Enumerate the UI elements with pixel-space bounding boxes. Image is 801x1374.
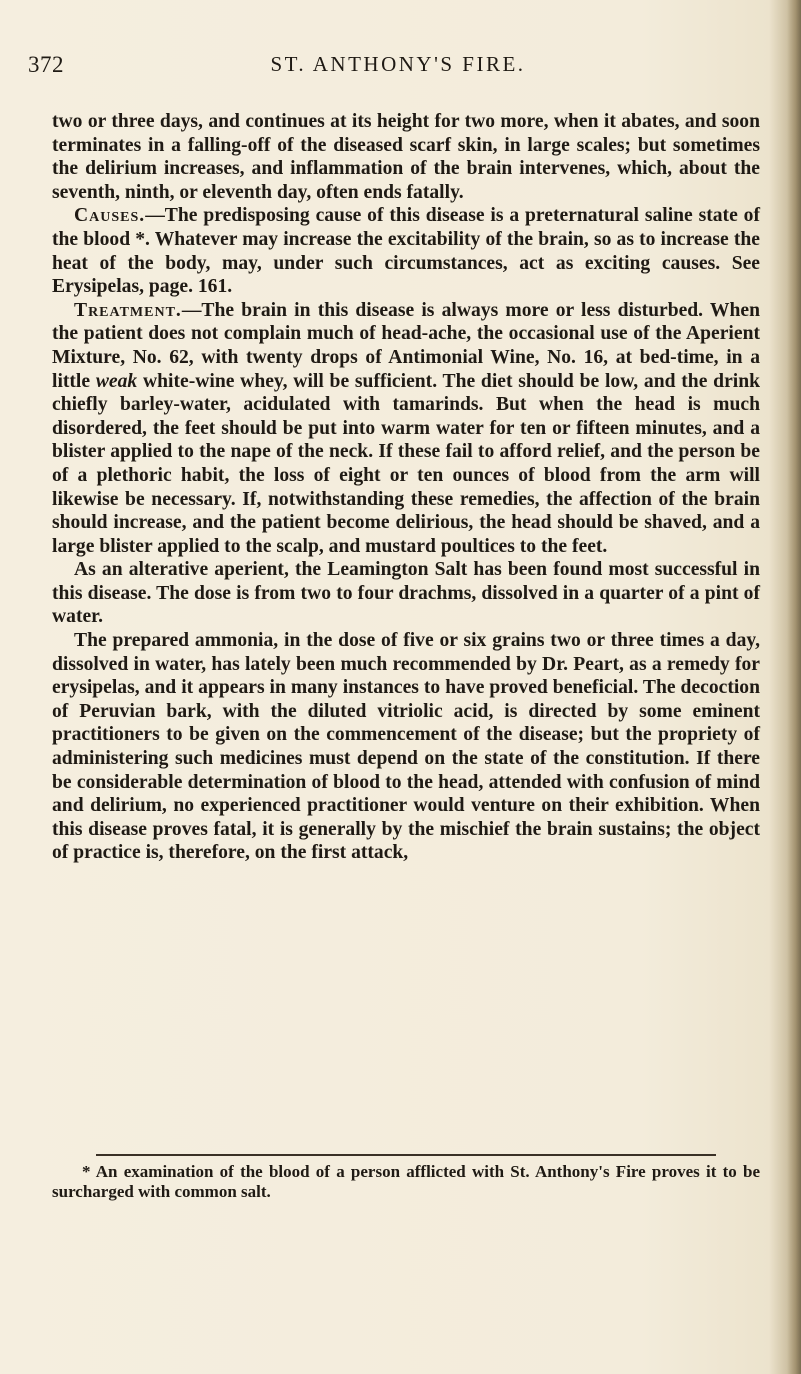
footnote-text: * An examination of the blood of a person afflicted with St. Anthony's Fire proves it to be surcharged with common salt. (52, 1162, 760, 1201)
paragraph-ammonia: The prepared ammonia, in the dose of five or six grains two or three times a day, dissolved in water, has lately been much recommended by Dr. Peart, as a remedy for erysipelas, and it appears in many instances to have proved beneficial. The decoction of Peruvian bark, with the diluted vitriolic acid, is directed by some eminent practitioners to be given on the commencement of the disease; but the propriety of administering such medicines must depend on the state of the constitution. If there be considerable determination of blood to the head, attended with confusion of mind and delirium, no experienced practitioner would venture on their exhibition. When this disease proves fatal, it is generally by the mischief the brain sustains; the object of practice is, therefore, on the first attack, (52, 630, 760, 864)
treatment-text-1: —The brain in this disease is always more or less disturbed. When the patient does not complain much of head-ache, the occasional use of the Aperient Mixture, No. 62, with twenty drops of Antimonial Wine, No. 16, at bed-time, in a little (52, 299, 760, 392)
paragraph-treatment (52, 299, 760, 559)
paragraph-causes (52, 204, 760, 298)
causes-heading: Causes. (74, 205, 146, 227)
treatment-italic-word: weak (95, 370, 138, 392)
treatment-heading: Treatment. (74, 299, 182, 321)
running-head: ST. ANTHONY'S FIRE. (270, 52, 526, 76)
paragraph-alterative: As an alterative aperient, the Leamington Salt has been found most successful in this disease. The dose is from two to four drachms, dissolved in a quarter of a pint of water. (52, 559, 760, 628)
body-text (52, 110, 760, 865)
paragraph-continuation: two or three days, and continues at its height for two more, when it abates, and soon terminates in a falling-off of the diseased scarf skin, in large scales; but sometimes the delirium increases, and inflammation of the brain intervenes, which, about the seventh, ninth, or eleventh day, often ends fatally. (52, 111, 760, 203)
footnote-rule (96, 1154, 716, 1156)
page-edge-shadow (787, 0, 801, 1374)
treatment-text-2: white-wine whey, will be sufficient. The diet should be low, and the drink chiefly barley-water, acidulated with tamarinds. But when the head is much disordered, the feet should be put into warm water for ten or fifteen minutes, and a blister applied to the nape of the neck. If these fail to afford relief, and the person be of a plethoric habit, the loss of eight or ten ounces of blood from the arm will likewise be necessary. If, notwithstanding these remedies, the affection of the brain should increase, and the patient become delirious, the head should be shaved, and a large blister applied to the scalp, and mustard poultices to the feet. (52, 370, 761, 557)
causes-text: —The predisposing cause of this disease is a preternatural saline state of the blood *. Whatever may increase the excitability of the brain, so as to increase the heat of the body, may, under such circumstances, act as exciting causes. See Erysipelas, page. 161. (52, 205, 760, 298)
page-number: 372 (28, 52, 64, 77)
footnote (52, 1162, 760, 1202)
page-header (28, 52, 768, 86)
